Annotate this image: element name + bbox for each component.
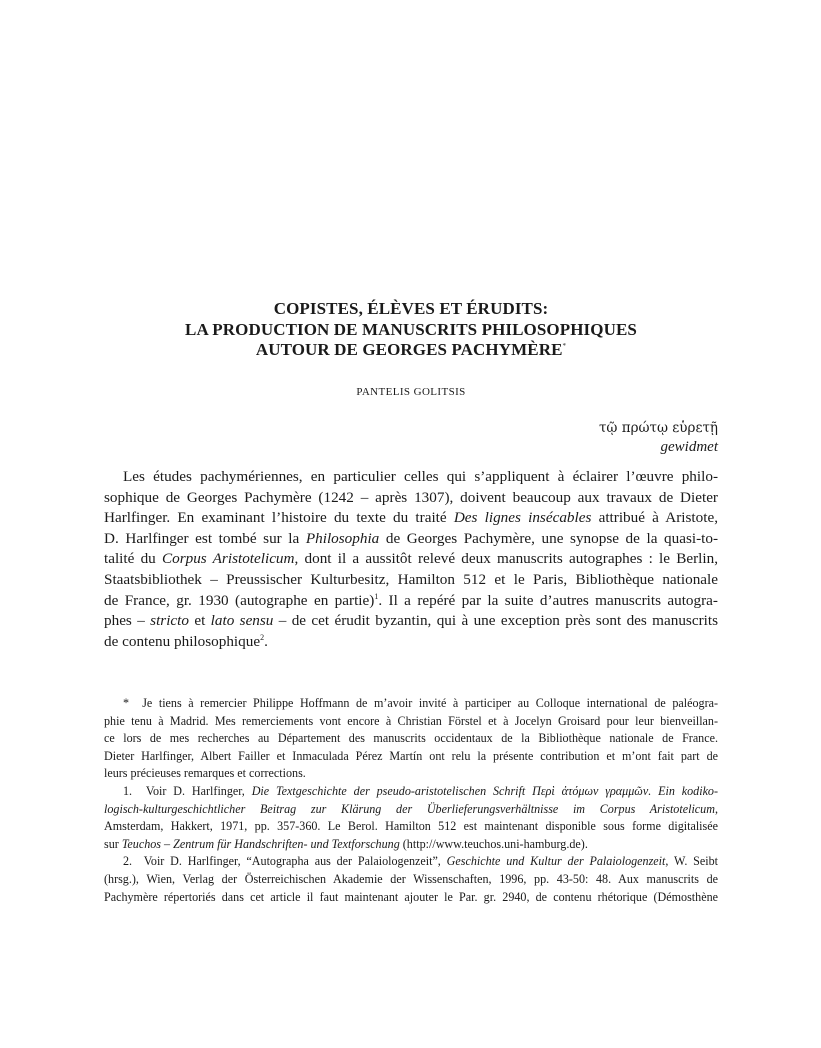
footnote-2-line: (hrsg.), Wien, Verlag der Österreichischen Akademie der Wissenschaften, 1996, pp. 43-50: 48. Aux manuscrits de <box>104 871 718 886</box>
text-run: de Georges Pachymère, une synopse de la quasi-to- <box>379 529 719 547</box>
footnote-2-line: Pachymère répertoriés dans cet article il faut maintenant ajouter le Par. gr. 2940, de contenu rhétorique (Démosthène <box>104 889 718 904</box>
body-line <box>104 529 718 550</box>
title-footnote-marker[interactable]: * <box>562 342 567 350</box>
text-run: attribué à Aristote, <box>591 509 718 527</box>
footnote-1-line <box>104 783 718 801</box>
footnote-ref-1[interactable]: 1 <box>374 591 379 601</box>
italic-title-philosophia: Philosophia <box>305 529 380 547</box>
body-paragraph <box>104 467 718 652</box>
italic-lato-sensu: lato sensu <box>210 612 274 630</box>
italic-title-corpus: Corpus Aristotelicum <box>161 550 295 568</box>
body-line <box>104 570 718 591</box>
text-run: talité du <box>104 550 162 568</box>
text-run: sur <box>104 836 122 851</box>
body-line <box>104 591 718 612</box>
text-run: Staatsbibliothek – Preussischer Kulturbesitz, Hamilton 512 et le Paris, Bibliothèque nationale <box>104 570 718 588</box>
italic-book-title: logisch-kulturgeschichtlicher Beitrag zur Klärung der Überlieferungsverhältnisse im Corpus Aristotelicum <box>104 801 715 816</box>
text-run: Voir D. Harlfinger, “Autographa aus der Palaiologenzeit”, <box>143 854 447 869</box>
title-line-2: LA PRODUCTION DE MANUSCRITS PHILOSOPHIQUES <box>185 319 637 339</box>
title-line-3 <box>104 340 718 361</box>
footnote-star-line: phie tenu à Madrid. Mes remerciements vont encore à Christian Förstel et à Jocelyn Groisard pour leur bienveillan- <box>104 713 718 728</box>
text-run: – de cet érudit byzantin, qui à une exception près sont des manuscrits <box>273 612 718 630</box>
text-run: , dont il a aussitôt relevé deux manuscrits autographes : le Berlin, <box>294 550 718 568</box>
text-run: Je tiens à remercier Philippe Hoffmann de m’avoir invité à participer au Colloque international de paléogra- <box>142 696 718 710</box>
text-run: , <box>714 801 718 816</box>
text-run: et <box>188 612 211 630</box>
footnote-2-line <box>104 853 718 871</box>
footnote-star-line: ce lors de mes recherches au Département des manuscrits occidentaux de la Bibliothèque nationale de France. <box>104 731 718 746</box>
text-run: de France, gr. 1930 (autographe en partie) <box>104 591 375 609</box>
teuchos-url[interactable]: (http://www.teuchos.uni-hamburg.de). <box>399 836 588 851</box>
text-run: Harlfinger. En examinant l’histoire du texte du traité <box>104 509 454 527</box>
dedication <box>104 419 718 457</box>
author-name: PANTELIS GOLITSIS <box>356 386 466 398</box>
text-run: . Il a repéré par la suite d’autres manuscrits autogra- <box>378 591 718 609</box>
body-line <box>104 508 718 529</box>
italic-book-title: Geschichte und Kultur der Palaiologenzeit <box>446 854 666 869</box>
text-run: D. Harlfinger est tombé sur la <box>104 529 306 547</box>
body-line <box>104 632 718 653</box>
text-run: , W. Seibt <box>665 854 719 869</box>
footnote-star-line: Dieter Harlfinger, Albert Failler et Inmaculada Pérez Martín ont relu la présente contribution et m’ont fait part de <box>104 748 718 763</box>
body-line <box>104 467 718 488</box>
footnote-1-line: Amsterdam, Hakkert, 1971, pp. 357-360. Le Berol. Hamilton 512 est maintenant disponible sous forme digitalisée <box>104 819 718 834</box>
text-run: sophique de Georges Pachymère (1242 – après 1307), doivent beaucoup aux travaux de Dieter <box>104 488 718 506</box>
footnote-1-line <box>104 801 718 819</box>
text-run: de contenu philosophique <box>104 632 261 650</box>
body-line <box>104 611 718 632</box>
text-run: Voir D. Harlfinger, <box>145 783 252 798</box>
text-run: . <box>264 632 268 650</box>
dedication-greek: τῷ πρώτῳ εὑρετῇ <box>598 420 718 436</box>
body-line <box>104 488 718 509</box>
italic-book-title: Die Textgeschichte der pseudo-aristotelischen Schrift Περὶ ἀτόμων γραμμῶν. Ein kodiko- <box>251 783 719 798</box>
body-line <box>104 549 718 570</box>
title-line-3-text: AUTOUR DE GEORGES PACHYMÈRE <box>255 340 563 359</box>
italic-stricto: stricto <box>150 612 189 630</box>
text-run: Les études pachymériennes, en particulier celles qui s’appliquent à éclairer l’œuvre philo- <box>123 468 718 485</box>
footnote-star-line <box>104 695 718 713</box>
footnote-1-marker: 1. <box>123 783 133 798</box>
footnote-star-line: leurs précieuses remarques et corrections. <box>104 766 306 781</box>
italic-site-name: Teuchos – Zentrum für Handschriften- und Textforschung <box>121 836 400 851</box>
footnote-1-line <box>104 836 718 854</box>
footnote-ref-2[interactable]: 2 <box>260 632 265 642</box>
italic-title-des-lignes: Des lignes insécables <box>453 509 592 527</box>
footnote-star-marker: * <box>123 696 130 710</box>
article-title <box>104 299 718 361</box>
footnote-2-marker: 2. <box>123 854 133 869</box>
footnotes <box>104 695 718 906</box>
text-run: phes – <box>104 612 151 630</box>
dedication-german: gewidmet <box>660 439 718 455</box>
title-line-1: COPISTES, ÉLÈVES ET ÉRUDITS: <box>273 299 549 318</box>
